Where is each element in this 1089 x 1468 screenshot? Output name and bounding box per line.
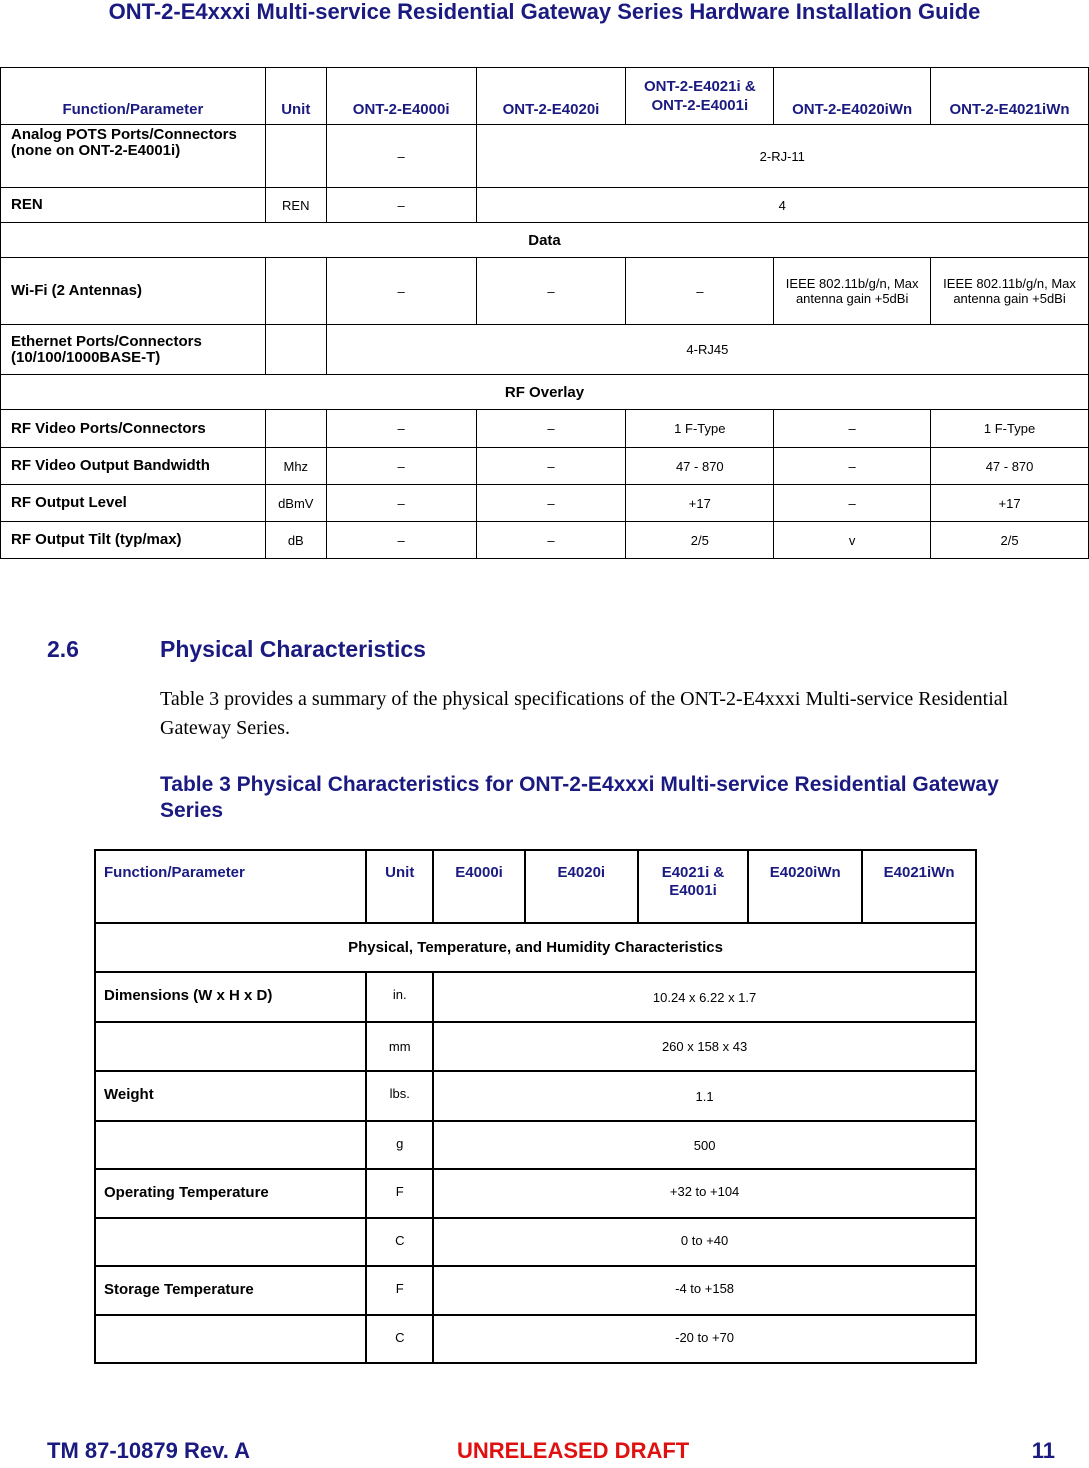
section-number: 2.6 <box>47 636 79 662</box>
row-label: RF Video Output Bandwidth <box>1 448 266 485</box>
cell-unit: C <box>366 1315 433 1363</box>
table-row <box>95 972 976 1022</box>
cell-value: – <box>326 188 476 223</box>
table-row <box>95 1266 976 1315</box>
row-label <box>95 1121 366 1169</box>
header-e4020iwn: ONT-2-E4020iWn <box>774 68 931 125</box>
table-row <box>1 258 1089 325</box>
cell-unit: Mhz <box>265 448 326 485</box>
footer-doc-id: TM 87-10879 Rev. A <box>47 1438 250 1463</box>
cell-unit: g <box>366 1121 433 1169</box>
header-e4021i: ONT-2-E4021i & ONT-2-E4001i <box>626 68 774 125</box>
header-e4000i: ONT-2-E4000i <box>326 68 476 125</box>
cell-value: – <box>326 485 476 522</box>
electrical-specs-table <box>0 67 1089 559</box>
cell-unit: REN <box>265 188 326 223</box>
header-e4000i: E4000i <box>433 850 525 923</box>
section-title: Physical Characteristics <box>160 636 426 662</box>
cell-value: – <box>326 522 476 559</box>
row-label: RF Output Tilt (typ/max) <box>1 522 266 559</box>
table-row <box>95 1022 976 1071</box>
cell-value: – <box>476 448 626 485</box>
cell-unit: in. <box>366 972 433 1022</box>
header-e4020iwn: E4020iWn <box>748 850 862 923</box>
cell-value: – <box>326 258 476 325</box>
table-row <box>1 522 1089 559</box>
table-row <box>95 1169 976 1218</box>
cell-unit: C <box>366 1218 433 1266</box>
cell-value: +32 to +104 <box>433 1169 976 1218</box>
cell-value: -20 to +70 <box>433 1315 976 1363</box>
row-label: Operating Temperature <box>95 1169 366 1218</box>
cell-value: IEEE 802.11b/g/n, Max antenna gain +5dBi <box>774 258 931 325</box>
header-function: Function/Parameter <box>1 68 266 125</box>
cell-value: 2/5 <box>931 522 1089 559</box>
section-heading <box>47 636 426 663</box>
cell-value: IEEE 802.11b/g/n, Max antenna gain +5dBi <box>931 258 1089 325</box>
row-label <box>95 1315 366 1363</box>
table-row <box>95 1315 976 1363</box>
row-label: REN <box>1 188 266 223</box>
cell-value: – <box>476 410 626 448</box>
row-label: RF Output Level <box>1 485 266 522</box>
table-row <box>1 448 1089 485</box>
cell-value: 1 F-Type <box>931 410 1089 448</box>
table-row <box>95 1121 976 1169</box>
page-header-title: ONT-2-E4xxxi Multi-service Residential Gateway Series Hardware Installation Guide <box>108 0 981 24</box>
table-header-row <box>1 68 1089 125</box>
header-e4020i: E4020i <box>525 850 638 923</box>
cell-value: – <box>326 125 476 188</box>
cell-value: 47 - 870 <box>626 448 774 485</box>
cell-value: 10.24 x 6.22 x 1.7 <box>433 972 976 1022</box>
cell-unit <box>265 325 326 375</box>
cell-value: – <box>476 258 626 325</box>
physical-specs-table <box>94 849 977 1364</box>
page-footer <box>0 1438 1089 1468</box>
cell-value: 2-RJ-11 <box>476 125 1088 188</box>
section-row <box>1 223 1089 258</box>
cell-value: +17 <box>626 485 774 522</box>
cell-value: 4 <box>476 188 1088 223</box>
cell-value: – <box>774 485 931 522</box>
cell-value: +17 <box>931 485 1089 522</box>
section-row <box>95 923 976 972</box>
table-row <box>1 188 1089 223</box>
row-label: Wi-Fi (2 Antennas) <box>1 258 266 325</box>
cell-unit: lbs. <box>366 1071 433 1121</box>
cell-value: – <box>626 258 774 325</box>
row-label: RF Video Ports/Connectors <box>1 410 266 448</box>
cell-value: – <box>774 410 931 448</box>
cell-value: 2/5 <box>626 522 774 559</box>
footer-draft-status: UNRELEASED DRAFT <box>457 1438 690 1463</box>
section-data: Data <box>1 223 1089 258</box>
section-physical: Physical, Temperature, and Humidity Characteristics <box>95 923 976 972</box>
header-e4021iwn: ONT-2-E4021iWn <box>931 68 1089 125</box>
table-row <box>1 125 1089 188</box>
row-label: Ethernet Ports/Connectors (10/100/1000BASE-T) <box>1 325 266 375</box>
cell-unit <box>265 125 326 188</box>
cell-value: – <box>476 485 626 522</box>
cell-value: 4-RJ45 <box>326 325 1088 375</box>
cell-value: -4 to +158 <box>433 1266 976 1315</box>
section-rf-overlay: RF Overlay <box>1 375 1089 410</box>
cell-unit: dBmV <box>265 485 326 522</box>
body-paragraph: Table 3 provides a summary of the physical specifications of the ONT-2-E4xxxi Multi-service Residential Gateway Series. <box>160 688 1009 739</box>
cell-value: 1.1 <box>433 1071 976 1121</box>
cell-value: 1 F-Type <box>626 410 774 448</box>
section-row <box>1 375 1089 410</box>
cell-unit <box>265 258 326 325</box>
cell-value: – <box>326 448 476 485</box>
table-row <box>1 410 1089 448</box>
table-row <box>95 1071 976 1121</box>
row-label <box>95 1218 366 1266</box>
header-e4020i: ONT-2-E4020i <box>476 68 626 125</box>
row-label: Weight <box>95 1071 366 1121</box>
table-caption: Table 3 Physical Characteristics for ONT-2-E4xxxi Multi-service Residential Gateway Series <box>160 773 999 822</box>
cell-unit: dB <box>265 522 326 559</box>
cell-unit: F <box>366 1169 433 1218</box>
cell-value: – <box>774 448 931 485</box>
table-row <box>1 485 1089 522</box>
table-row <box>1 325 1089 375</box>
cell-value: 0 to +40 <box>433 1218 976 1266</box>
footer-page-number: 11 <box>1031 1438 1055 1463</box>
cell-value: – <box>476 522 626 559</box>
table-header-row <box>95 850 976 923</box>
header-e4021i: E4021i & E4001i <box>638 850 749 923</box>
cell-unit: mm <box>366 1022 433 1071</box>
header-function: Function/Parameter <box>95 850 366 923</box>
row-label: Analog POTS Ports/Connectors (none on ONT-2-E4001i) <box>1 125 266 188</box>
header-unit: Unit <box>366 850 433 923</box>
cell-unit: F <box>366 1266 433 1315</box>
cell-value: v <box>774 522 931 559</box>
header-e4021iwn: E4021iWn <box>862 850 976 923</box>
row-label <box>95 1022 366 1071</box>
cell-value: – <box>326 410 476 448</box>
cell-value: 260 x 158 x 43 <box>433 1022 976 1071</box>
cell-value: 47 - 870 <box>931 448 1089 485</box>
row-label: Storage Temperature <box>95 1266 366 1315</box>
table-row <box>95 1218 976 1266</box>
cell-value: 500 <box>433 1121 976 1169</box>
cell-unit <box>265 410 326 448</box>
row-label: Dimensions (W x H x D) <box>95 972 366 1022</box>
header-unit: Unit <box>265 68 326 125</box>
